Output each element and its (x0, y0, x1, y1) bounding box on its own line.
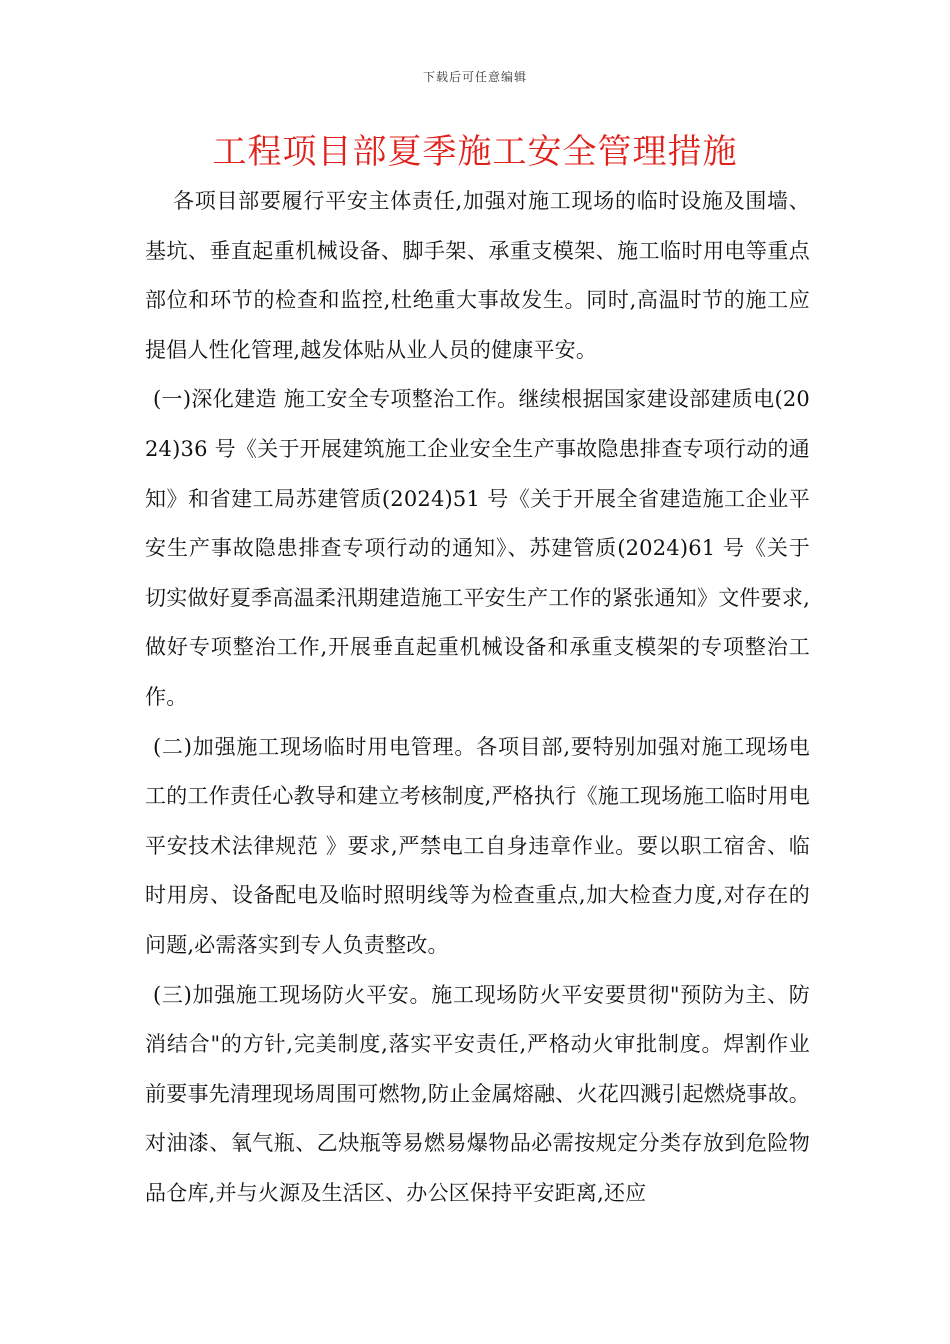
paragraph-section-3: (三)加强施工现场防火平安。施工现场防火平安要贯彻"预防为主、防消结合"的方针,完美制度,落实平安责任,严格动火审批制度。焊割作业前要事先清理现场周围可燃物,防止金属熔融、火花四溅引起燃烧事故。对油漆、氧气瓶、乙炔瓶等易燃易爆物品必需按规定分类存放到危险物品仓库,并与火源及生活区、办公区保持平安距离,还应 (145, 982, 810, 1205)
paragraph-section-2: (二)加强施工现场临时用电管理。各项目部,要特别加强对施工现场电工的工作责任心教导和建立考核制度,严格执行《施工现场施工临时用电平安技术法律规范 》要求,严禁电工自身违章作业。要以职工宿舍、临时用房、设备配电及临时照明线等为检查重点,加大检查力度,对存在的问题,必需落实到专人负责整改。 (145, 734, 810, 957)
paragraph-intro: 各项目部要履行平安主体责任,加强对施工现场的临时设施及围墙、基坑、垂直起重机械设备、脚手架、承重支模架、施工临时用电等重点部位和环节的检查和监控,杜绝重大事故发生。同时,高温时节的施工应提倡人性化管理,越发体贴从业人员的健康平安。 (145, 189, 810, 362)
document-title: 工程项目部夏季施工安全管理措施 (212, 132, 738, 172)
header-note: 下载后可任意编辑 (422, 70, 527, 84)
paragraph-section-1: (一)深化建造 施工安全专项整治工作。继续根据国家建设部建质电(2024)36 号《关于开展建筑施工企业安全生产事故隐患排查专项行动的通知》和省建工局苏建管质(2024)51 号《关于开展全省建造施工企业平安生产事故隐患排查专项行动的通知》、苏建管质(2024)61 号《关于切实做好夏季高温柔汛期建造施工平安生产工作的紧张通知》文件要求,做好专项整治工作,开展垂直起重机械设备和承重支模架的专项整治工作。 (145, 387, 810, 709)
document-body (145, 177, 810, 1218)
